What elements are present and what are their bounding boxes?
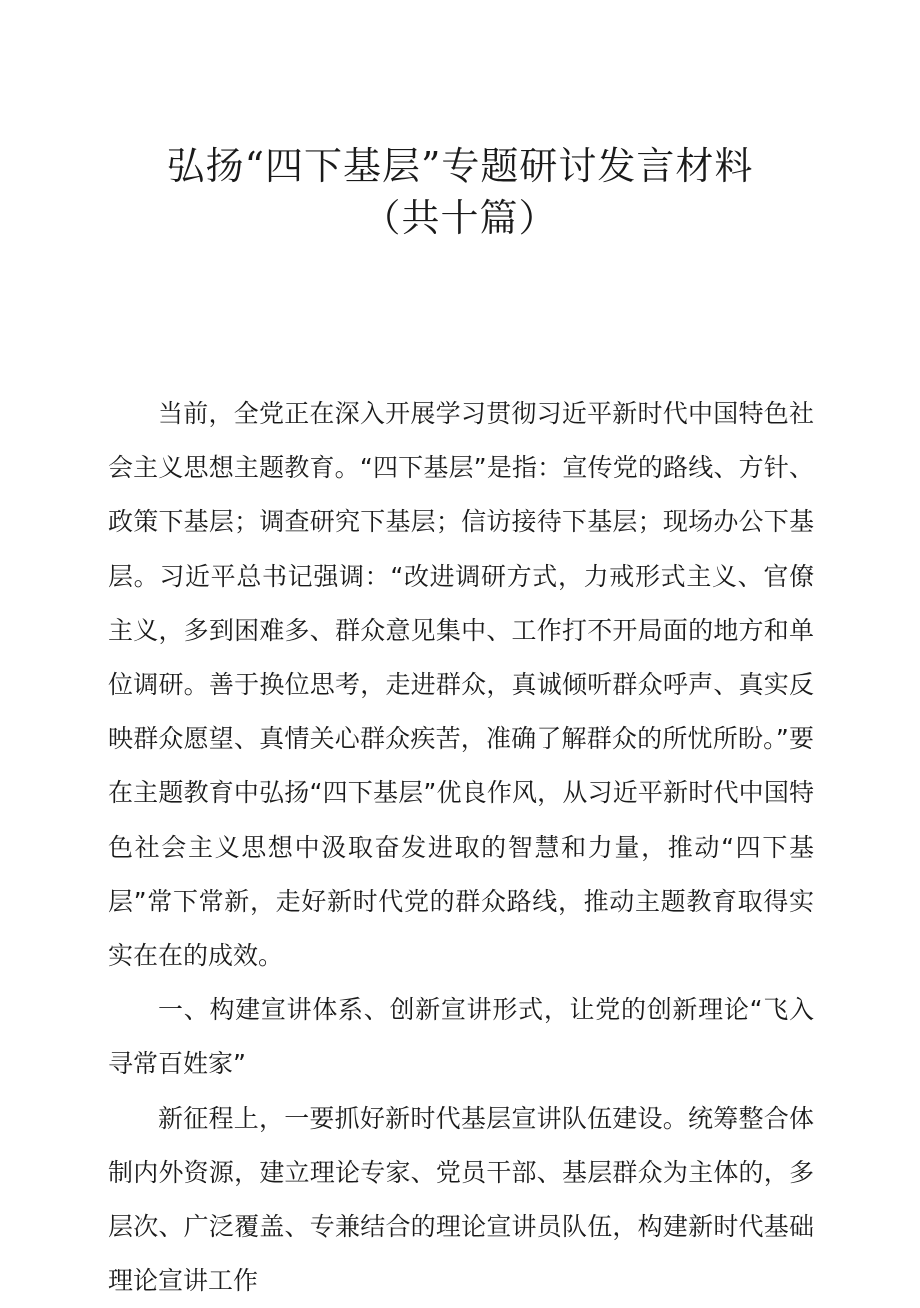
document-subtitle: （共十篇）	[362, 196, 558, 240]
intro-paragraph: 当前，全党正在深入开展学习贯彻习近平新时代中国特色社会主义思想主题教育。“四下基层”是指：宣传党的路线、方针、政策下基层；调查研究下基层；信访接待下基层；现场办公下基层。习近平总书记强调：“改进调研方式，力戒形式主义、官僚主义，多到困难多、群众意见集中、工作打不开局面的地方和单位调研。善于换位思考，走进群众，真诚倾听群众呼声、真实反映群众愿望、真情关心群众疾苦，准确了解群众的所忧所盼。”要在主题教育中弘扬“四下基层”优良作风，从习近平新时代中国特色社会主义思想中汲取奋发进取的智慧和力量，推动“四下基层”常下常新，走好新时代党的群众路线，推动主题教育取得实实在在的成效。	[108, 399, 814, 971]
document-title: 弘扬“四下基层”专题研讨发言材料	[166, 144, 754, 188]
section-paragraph-1: 新征程上，一要抓好新时代基层宣讲队伍建设。统筹整合体制内外资源，建立理论专家、党员干部、基层群众为主体的，多层次、广泛覆盖、专兼结合的理论宣讲员队伍，构建新时代基础理论宣讲工作	[108, 1103, 814, 1296]
section-heading-1: 一、构建宣讲体系、创新宣讲形式，让党的创新理论“飞入寻常百姓家”	[108, 995, 814, 1079]
document-body	[108, 387, 814, 1308]
